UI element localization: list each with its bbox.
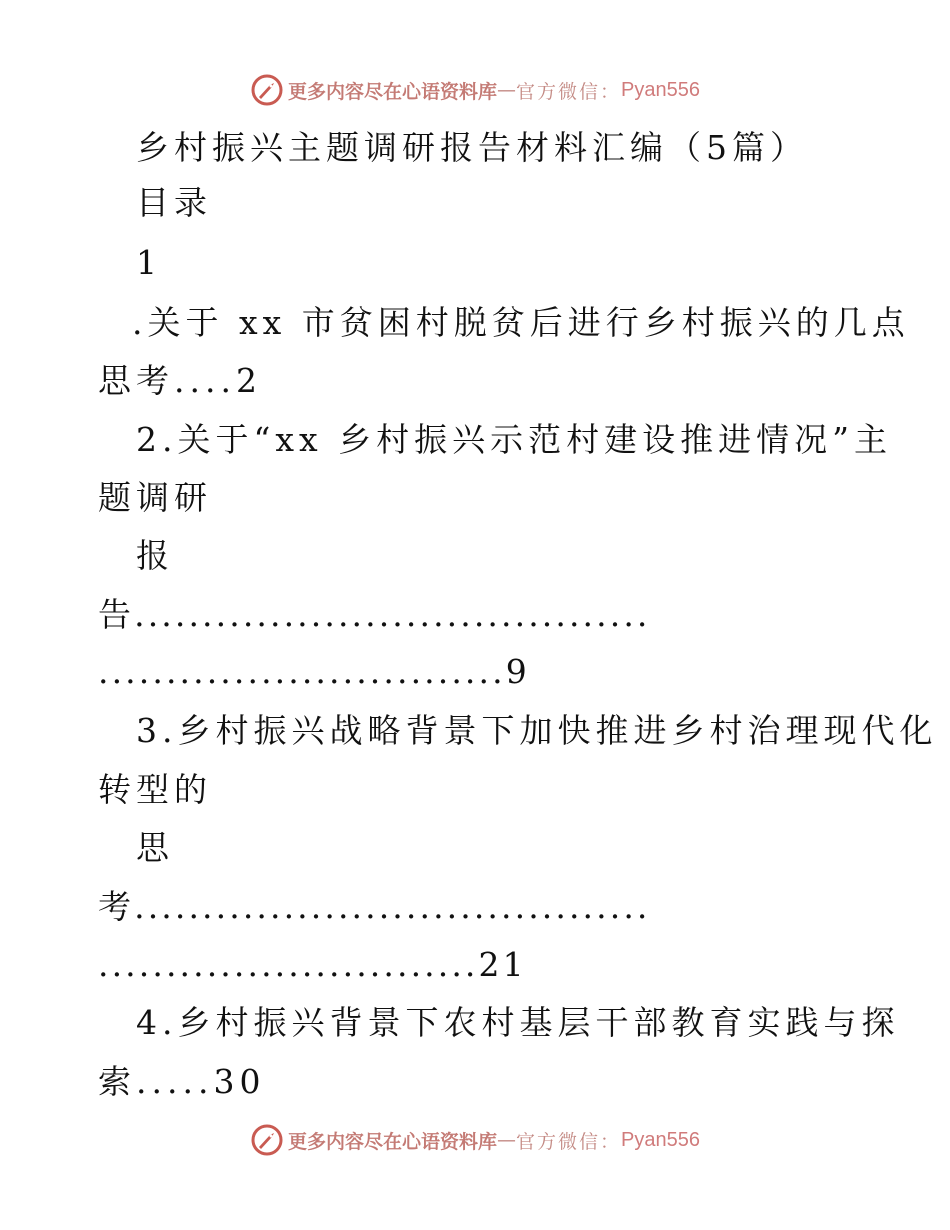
toc-line: 3.乡村振兴战略背景下加快推进乡村治理现代化 (136, 711, 938, 750)
banner-separator: — (497, 1129, 517, 1151)
document-title: 乡村振兴主题调研报告材料汇编（5篇） (136, 128, 808, 167)
toc-line: 考...................................... (98, 887, 651, 926)
toc-line: 索.....30 (98, 1062, 266, 1101)
toc-line: 2.关于“xx 乡村振兴示范村建设推进情况”主 (136, 420, 892, 459)
toc-line: 4.乡村振兴背景下农村基层干部教育实践与探 (136, 1003, 900, 1042)
banner-separator: — (497, 79, 517, 101)
banner-text: 更多内容尽在心语资料库 (288, 80, 498, 103)
toc-line: .关于 xx 市贫困村脱贫后进行乡村振兴的几点 (132, 303, 910, 342)
toc-line: 1 (136, 243, 162, 282)
toc-line: ..............................9 (98, 652, 530, 691)
toc-line: 思考....2 (98, 361, 262, 400)
banner-text: 更多内容尽在心语资料库 (288, 1130, 498, 1153)
banner-official-label: 官方微信： (516, 1130, 622, 1153)
toc-line: 告...................................... (98, 595, 651, 634)
pen-nib-logo-icon (250, 1123, 284, 1157)
header-watermark-banner (0, 70, 950, 110)
toc-line: ............................21 (98, 945, 527, 984)
banner-wechat-id: Pyan556 (621, 78, 700, 101)
banner-official-label: 官方微信： (516, 80, 622, 103)
toc-line: 报 (136, 536, 174, 575)
toc-line: 题调研 (98, 478, 212, 517)
toc-line: 思 (136, 828, 174, 867)
footer-watermark-banner (0, 1120, 950, 1160)
pen-nib-logo-icon (250, 73, 284, 107)
banner-wechat-id: Pyan556 (621, 1128, 700, 1151)
toc-heading: 目录 (136, 183, 212, 222)
toc-line: 转型的 (98, 770, 212, 809)
